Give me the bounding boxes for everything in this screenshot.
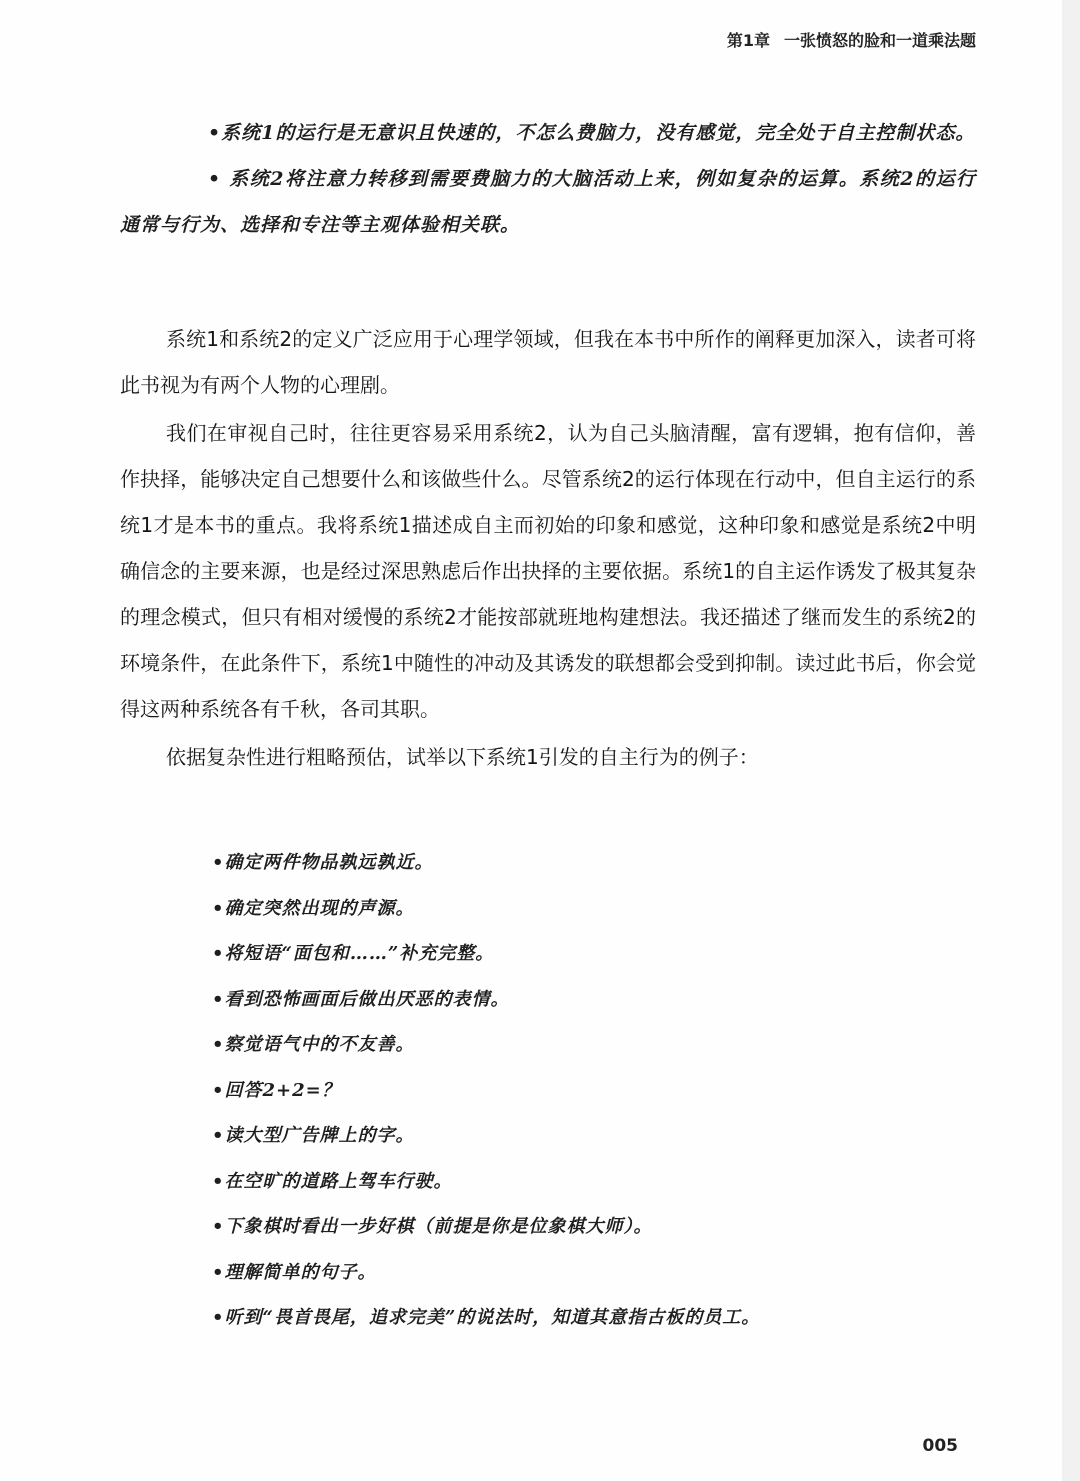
paragraph: 依据复杂性进行粗略预估，试举以下系统1引发的自主行为的例子：	[166, 745, 759, 769]
list-item: •听到“畏首畏尾，追求完美”的说法时，知道其意指古板的员工。	[212, 1307, 761, 1328]
running-header	[727, 28, 976, 51]
chapter-title: 一张愤怒的脸和一道乘法题	[783, 31, 976, 50]
list-item: •确定两件物品孰远孰近。	[212, 852, 434, 873]
list-item: •确定突然出现的声源。	[212, 897, 415, 919]
paragraph: 我们在审视自己时，往往更容易采用系统2，认为自己头脑清醒，富有逻辑，抱有信仰，善作抉择，能够决定自己想要什么和该做些什么。尽管系统2的运行体现在行动中，但自主运行的系统1才是本书的重点。我将系统1描述成自主而初始的印象和感觉，这种印象和感觉是系统2中明确信念的主要来源，也是经过深思熟虑后作出抉择的主要依据。系统1的自主运作诱发了极其复杂的理念模式，但只有相对缓慢的系统2才能按部就班地构建想法。我还描述了继而发生的系统2的环境条件，在此条件下，系统1中随性的冲动及其诱发的联想都会受到抑制。读过此书后，你会觉得这两种系统各有千秋，各司其职。	[120, 421, 976, 721]
examples-list	[212, 840, 972, 1341]
paragraph: 系统1和系统2的定义广泛应用于心理学领域，但我在本书中所作的阐释更加深入，读者可将此书视为有两个人物的心理剧。	[120, 327, 976, 397]
list-item: •察觉语气中的不友善。	[212, 1034, 415, 1055]
list-item: •看到恐怖画面后做出厌恶的表情。	[212, 988, 510, 1010]
list-item: •下象棋时看出一步好棋（前提是你是位象棋大师）。	[212, 1216, 653, 1237]
list-item: •回答2+2=？	[212, 1079, 341, 1101]
list-item: •将短语“面包和……”补充完整。	[212, 943, 495, 964]
body-text	[120, 316, 976, 782]
page-number: 005	[922, 1436, 958, 1456]
system1-definition: •系统1的运行是无意识且快速的，不怎么费脑力，没有感觉，完全处于自主控制状态。	[208, 122, 976, 144]
chapter-number: 第1章	[726, 31, 770, 50]
system-definitions	[120, 110, 976, 248]
list-item: •在空旷的道路上驾车行驶。	[212, 1170, 453, 1192]
list-item: •理解简单的句子。	[212, 1261, 377, 1283]
list-item: •读大型广告牌上的字。	[212, 1125, 415, 1146]
viewer-gutter	[1062, 0, 1080, 1481]
system2-definition: • 系统2将注意力转移到需要费脑力的大脑活动上来，例如复杂的运算。系统2的运行通常与行为、选择和专注等主观体验相关联。	[120, 168, 976, 236]
